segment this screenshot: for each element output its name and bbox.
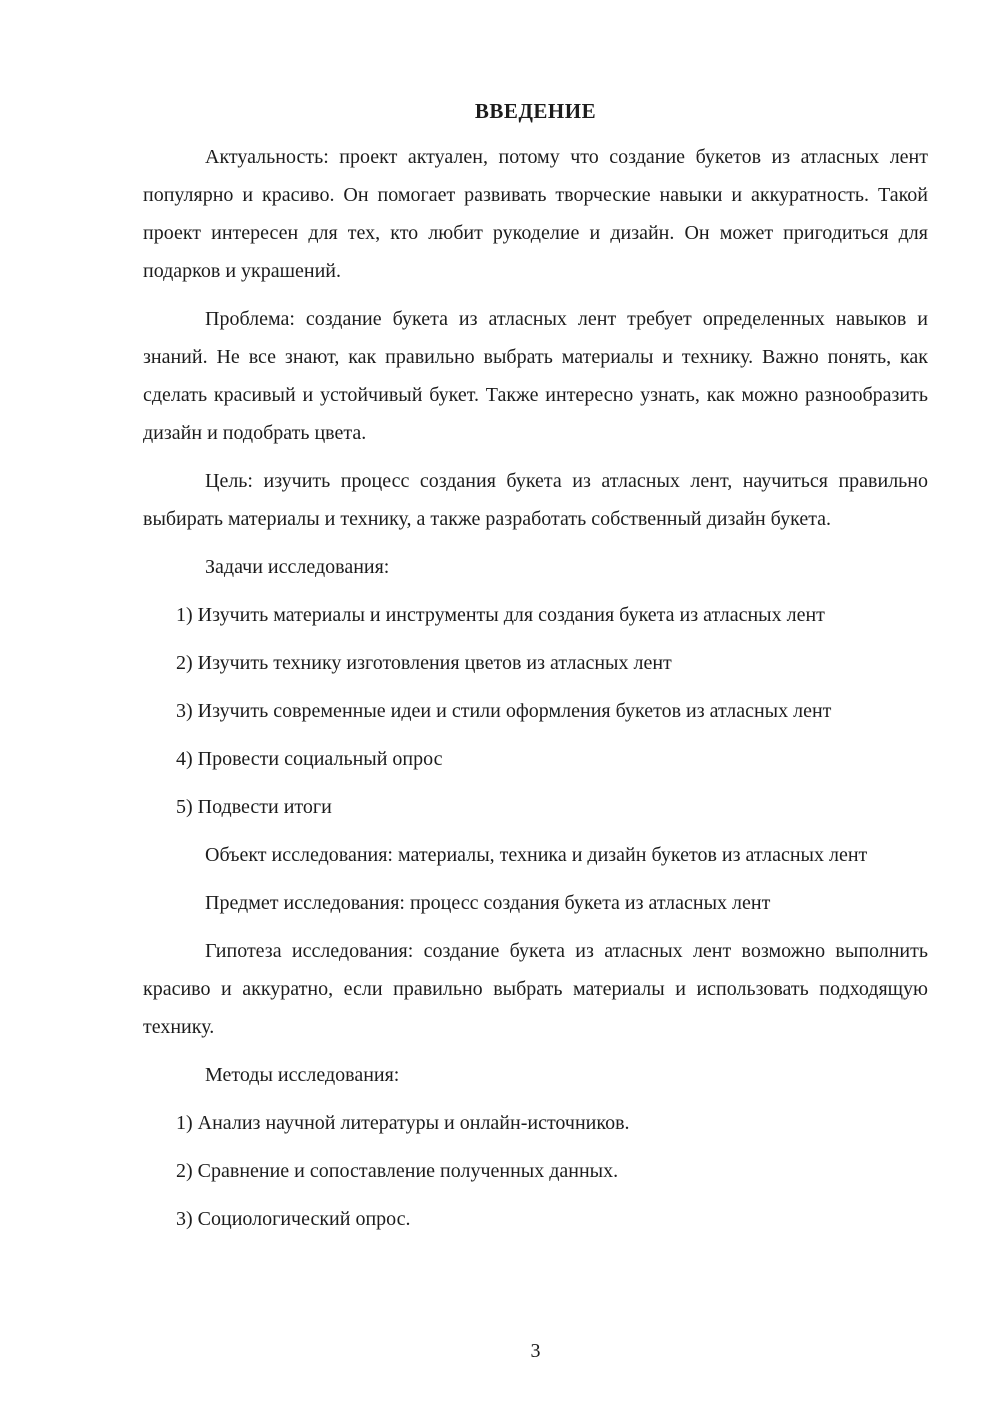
method-list-item-2: 2) Сравнение и сопоставление полученных данных. <box>176 1160 619 1182</box>
page-number: 3 <box>530 1340 541 1362</box>
task-list-item-5: 5) Подвести итоги <box>176 796 332 818</box>
paragraph-relevance: Актуальность: проект актуален, потому что создание букетов из атласных лент популярно и красиво. Он помогает развивать творческие навыки и аккуратность. Такой проект интересен для тех, кто любит рукоделие и дизайн. Он может пригодиться для подарков и украшений. <box>143 146 928 282</box>
paragraph-subject: Предмет исследования: процесс создания букета из атласных лент <box>205 892 771 914</box>
paragraph-hypothesis: Гипотеза исследования: создание букета из атласных лент возможно выполнить красиво и аккуратно, если правильно выбрать материалы и использовать подходящую технику. <box>143 940 928 1038</box>
method-list-item-3: 3) Социологический опрос. <box>176 1208 411 1230</box>
paragraph-goal: Цель: изучить процесс создания букета из атласных лент, научиться правильно выбирать материалы и технику, а также разработать собственный дизайн букета. <box>143 470 928 530</box>
method-list-item-1: 1) Анализ научной литературы и онлайн-источников. <box>176 1112 630 1134</box>
task-list-item-3: 3) Изучить современные идеи и стили оформления букетов из атласных лент <box>176 700 832 722</box>
task-list-item-4: 4) Провести социальный опрос <box>176 748 443 770</box>
paragraph-object: Объект исследования: материалы, техника и дизайн букетов из атласных лент <box>205 844 868 866</box>
task-list-item-2: 2) Изучить технику изготовления цветов из атласных лент <box>176 652 672 674</box>
page-title: ВВЕДЕНИЕ <box>474 99 597 123</box>
paragraph-methods-heading: Методы исследования: <box>205 1064 400 1086</box>
paragraph-problem: Проблема: создание букета из атласных лент требует определенных навыков и знаний. Не все знают, как правильно выбрать материалы и технику. Важно понять, как сделать красивый и устойчивый букет. Также интересно узнать, как можно разнообразить дизайн и подобрать цвета. <box>143 308 928 444</box>
paragraph-tasks-heading: Задачи исследования: <box>205 556 390 578</box>
task-list-item-1: 1) Изучить материалы и инструменты для создания букета из атласных лент <box>176 604 825 626</box>
